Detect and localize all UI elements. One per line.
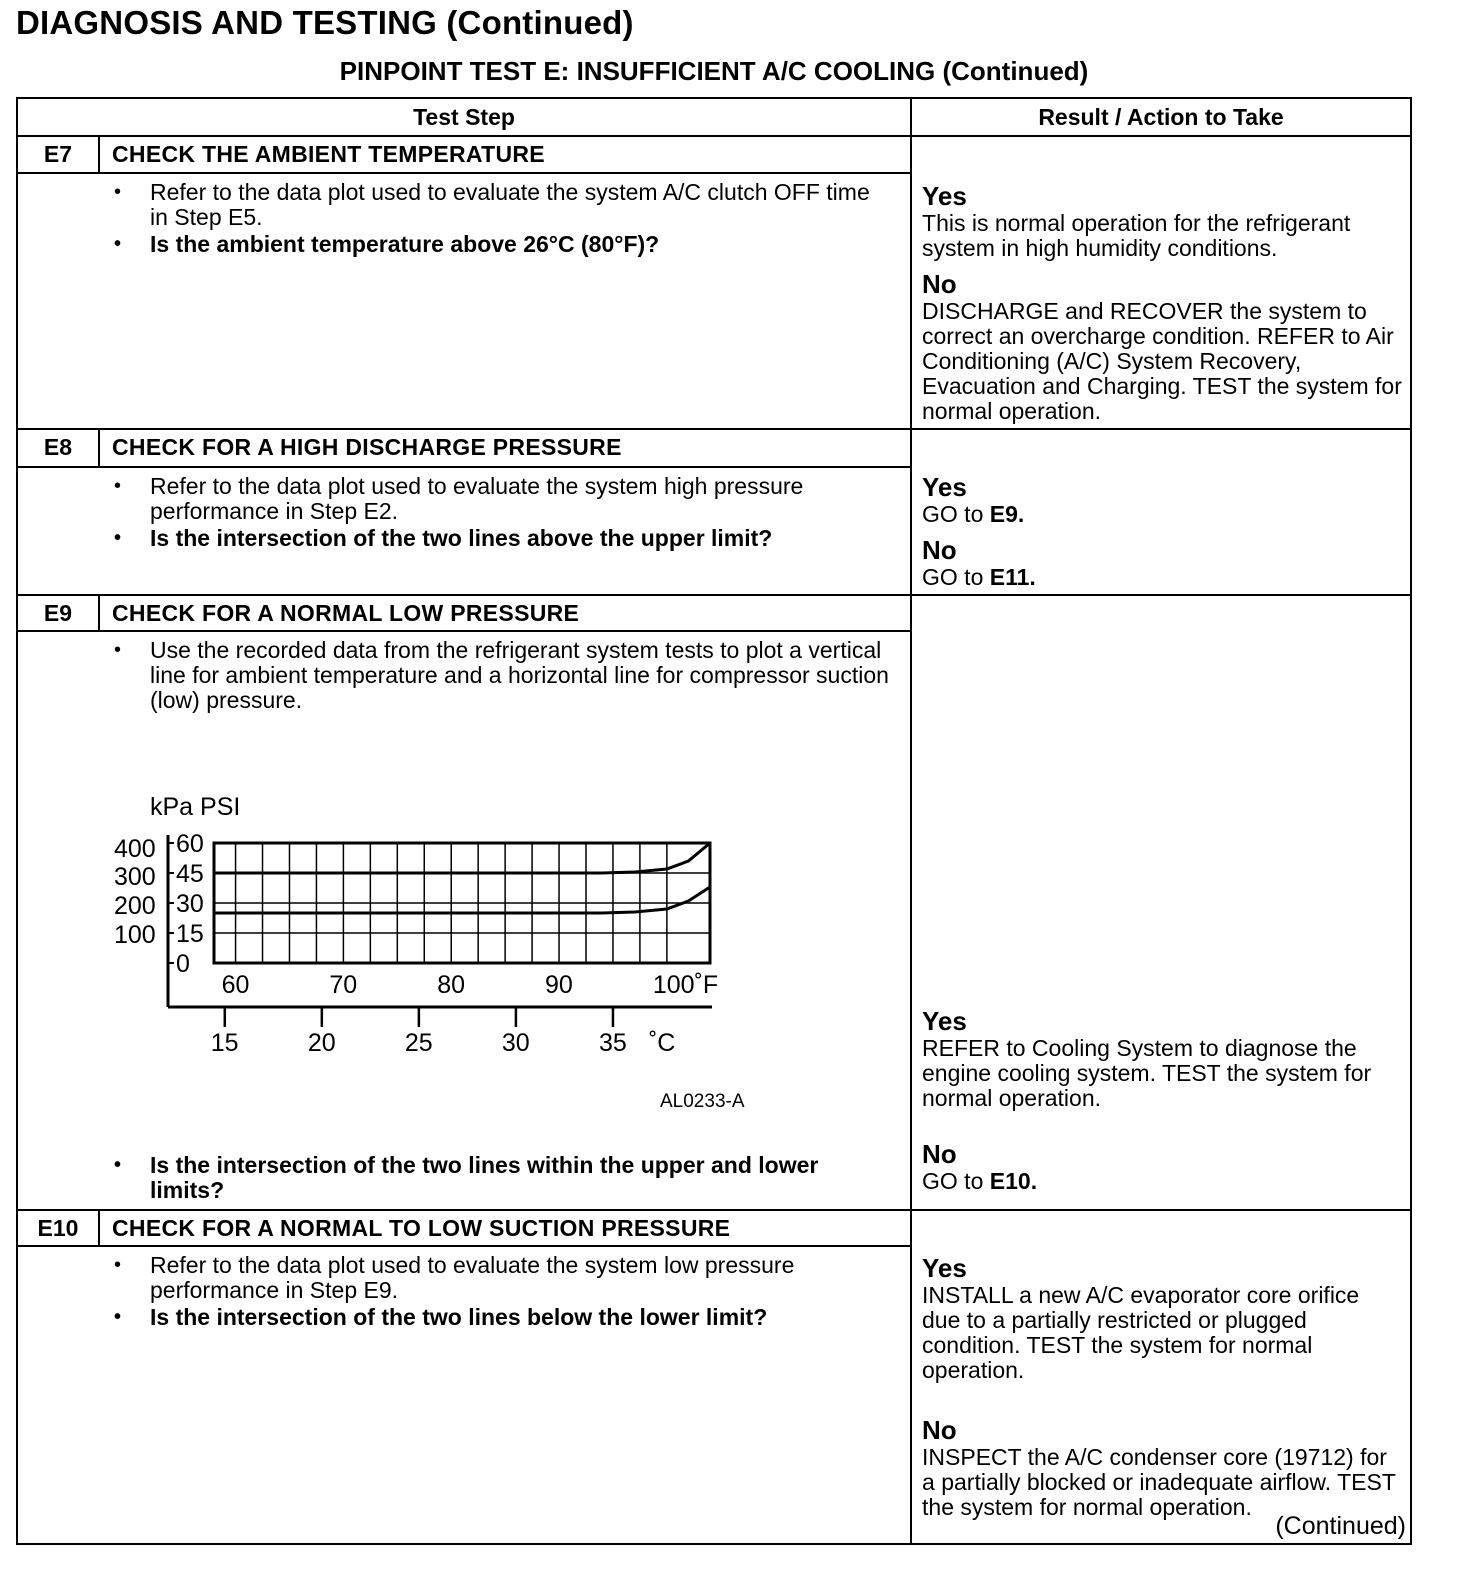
header-test-step: Test Step (17, 98, 911, 136)
pressure-temperature-chart (114, 793, 754, 1133)
step-id: E8 (17, 429, 99, 467)
result-no-label: No (922, 535, 957, 565)
step-question: • Is the intersection of the two lines below the lower limit? (114, 1305, 890, 1330)
pinpoint-test-title: PINPOINT TEST E: INSUFFICIENT A/C COOLING (Continued) (339, 56, 1089, 86)
chart-kpa-tick-label: 100 (114, 920, 156, 949)
chart-kpa-tick-label: 200 (114, 891, 156, 920)
step-row-e9 (17, 595, 1411, 631)
result-yes-label: Yes (922, 1253, 967, 1283)
step-question: • Is the intersection of the two lines above the upper limit? (114, 526, 890, 551)
chart-f-tick-label: 90 (545, 971, 573, 999)
step-bullet: • Refer to the data plot used to evaluate the system A/C clutch OFF time in Step E5. (114, 180, 890, 230)
result-no-text: DISCHARGE and RECOVER the system to correct an overcharge condition. REFER to Air Conditioning (A/C) System Recovery, Evacuation and Charging. TEST the system for normal operation. (922, 298, 1402, 424)
step-bullet: • Refer to the data plot used to evaluate the system low pressure performance in Step E9. (114, 1253, 890, 1303)
go-to-target: E10. (989, 1168, 1038, 1194)
step-title: CHECK THE AMBIENT TEMPERATURE (99, 136, 911, 173)
page-title: DIAGNOSIS AND TESTING (Continued) (16, 4, 634, 41)
result-no-action (922, 1169, 1402, 1194)
chart-psi-tick-label: 60 (176, 830, 204, 858)
chart-celsius-tick-label: 20 (307, 1029, 336, 1057)
result-cell-e7 (911, 136, 1411, 429)
figure-id: AL0233-A (660, 1091, 745, 1112)
chart-psi-tick-label: 15 (176, 920, 204, 948)
step-body-e8 (17, 467, 911, 595)
result-yes-label: Yes (922, 1006, 967, 1036)
step-id: E7 (17, 136, 99, 173)
result-no-action (922, 565, 1402, 590)
chart-kpa-tick-label: 400 (114, 835, 156, 863)
chart-f-tick-label: 60 (221, 971, 250, 999)
chart-f-tick-label: 100˚F (652, 971, 719, 999)
step-row-e10 (17, 1210, 1411, 1246)
chart-limit-line (214, 887, 710, 913)
chart-celsius-tick-label: 30 (501, 1029, 530, 1057)
chart-f-tick-label: 70 (329, 971, 358, 999)
result-yes-text: REFER to Cooling System to diagnose the engine cooling system. TEST the system for normal operation. (922, 1035, 1372, 1111)
pinpoint-test-table (16, 97, 1412, 1545)
chart-psi-tick-label: 0 (176, 950, 190, 978)
result-cell-e9 (911, 595, 1411, 1210)
continued-note: (Continued) (1275, 1512, 1406, 1540)
result-yes-action (922, 502, 1402, 527)
step-bullet: • Refer to the data plot used to evaluate the system high pressure performance in Step E2. (114, 474, 890, 524)
chart-psi-tick-label: 30 (176, 890, 204, 918)
result-no-text: INSPECT the A/C condenser core (19712) for a partially blocked or inadequate airflow. TEST the system for normal operation. (922, 1444, 1396, 1520)
step-bullet: • Use the recorded data from the refrigerant system tests to plot a vertical line for ambient temperature and a horizontal line for compressor suction (low) pressure. (114, 638, 890, 713)
step-question: • Is the intersection of the two lines within the upper and lower limits? (114, 1153, 890, 1203)
go-to-text: GO to (922, 1168, 984, 1194)
chart-celsius-tick-label: 25 (404, 1029, 433, 1057)
step-question: • Is the ambient temperature above 26°C (80°F)? (114, 232, 890, 257)
chart-psi-tick-label: 45 (176, 860, 204, 888)
go-to-target: E9. (989, 501, 1025, 527)
step-title: CHECK FOR A NORMAL LOW PRESSURE (99, 595, 911, 631)
step-body-e9 (17, 631, 911, 1210)
result-no-label: No (922, 1139, 957, 1169)
step-row-e7 (17, 136, 1411, 173)
step-id: E10 (17, 1210, 99, 1246)
chart-svg (114, 793, 754, 1113)
chart-y-label: kPa PSI (150, 793, 241, 821)
chart-celsius-tick-label: 15 (210, 1029, 239, 1057)
header-result-action: Result / Action to Take (911, 98, 1411, 136)
chart-limit-line (214, 843, 710, 873)
step-title: CHECK FOR A NORMAL TO LOW SUCTION PRESSURE (99, 1210, 911, 1246)
result-no-label: No (922, 1415, 957, 1445)
go-to-text: GO to (922, 501, 984, 527)
result-no-label: No (922, 269, 957, 299)
step-title: CHECK FOR A HIGH DISCHARGE PRESSURE (99, 429, 911, 467)
result-yes-label: Yes (922, 472, 967, 502)
result-yes-text: INSTALL a new A/C evaporator core orifice due to a partially restricted or plugged condition. TEST the system for normal operation. (922, 1282, 1360, 1383)
go-to-target: E11. (989, 564, 1036, 590)
chart-kpa-tick-label: 300 (114, 862, 156, 891)
step-row-e8 (17, 429, 1411, 467)
result-cell-e8 (911, 429, 1411, 595)
result-yes-label: Yes (922, 181, 967, 211)
step-id: E9 (17, 595, 99, 631)
result-yes-text: This is normal operation for the refrigerant system in high humidity conditions. (922, 210, 1351, 261)
go-to-text: GO to (922, 564, 984, 590)
step-body-e7 (17, 173, 911, 429)
step-body-e10 (17, 1246, 911, 1544)
chart-celsius-tick-label: 35 (598, 1029, 627, 1057)
result-cell-e10 (911, 1210, 1411, 1544)
chart-celsius-unit-label: ˚C (648, 1029, 676, 1057)
chart-f-tick-label: 80 (437, 971, 466, 999)
